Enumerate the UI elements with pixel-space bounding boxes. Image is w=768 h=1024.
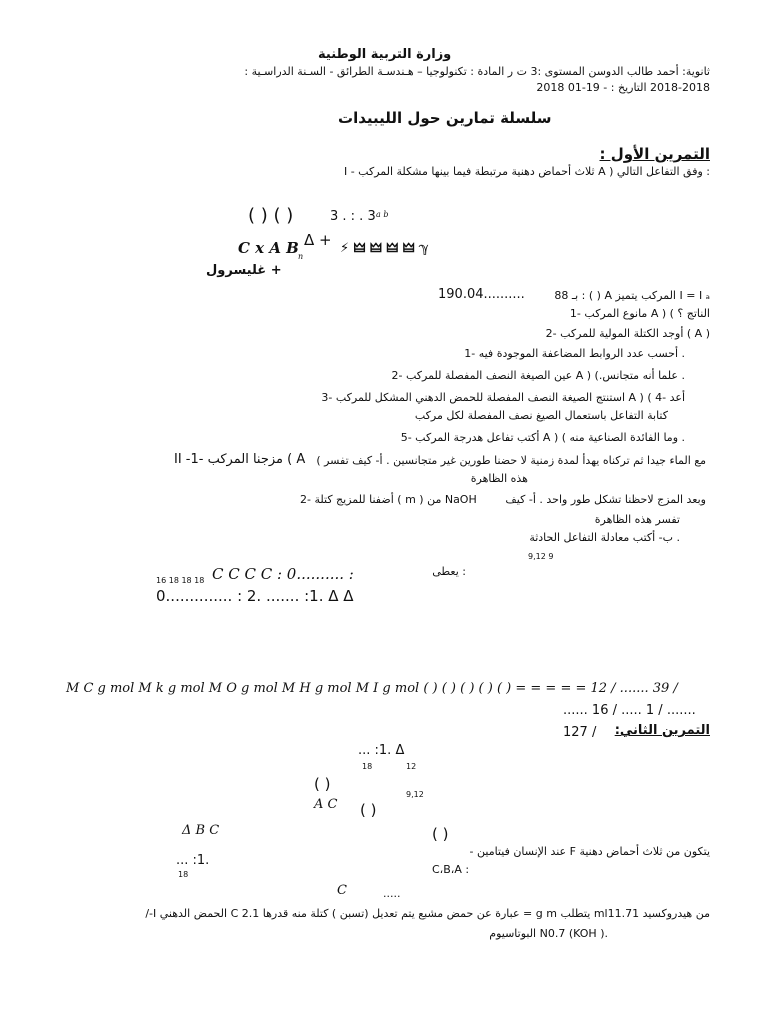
exercise1-intro: : وفق التفاعل التالي ( A ثلاث أحماض دهنية مرتبطة فيما بينها مشكلة المركب - I [343, 165, 710, 178]
equation-dots: 3 . : . 3 [330, 209, 376, 224]
q11-left: 2- أضفنا للمزيج كتلة ( m ) من NaOH [300, 493, 477, 506]
equation-cxab: C x A B [238, 239, 299, 257]
given-carbon-line: C C C C : 0.......... : [212, 565, 354, 583]
given-label: : يعطى [432, 565, 466, 578]
q12-line: تفسر هذه الظاهرة [594, 513, 680, 526]
q3-line: ( A ) أوجد الكتلة المولية للمركب -2 [545, 327, 710, 340]
ex2-last-line2: .( KOH) N0.7 البوتاسيوم [489, 927, 608, 940]
equation-parens: ( ) ( ) [248, 205, 294, 226]
q5-line: . علما أنه متجانس.) ( A عين الصيغة النصف المفصلة للمركب -2 [391, 369, 685, 382]
given-carbon-subscripts: 16 18 18 18 [156, 576, 205, 585]
q4-line: . أحسب عدد الروابط المضاعفة الموجودة فيه -1 [464, 347, 685, 360]
exercise2-heading: التمرين الثاني: [614, 723, 710, 738]
ex2-dots: ..... [383, 887, 401, 900]
exercise1-heading: التمرين الأول : [599, 145, 710, 163]
q10-line: هذه الظاهرة [470, 472, 528, 485]
ex2-formula1-sub12: 12 [406, 762, 417, 771]
ex2-formula1-sub18: 18 [362, 762, 373, 771]
q6-line: أعد -4 ) ( A استنتج الصيغة النصف المفصلة للحمض الدهني المشكل للمركب -3 [321, 391, 685, 404]
equation-superscript: a b [376, 210, 389, 219]
q1-value: 190.04.......... [438, 287, 525, 302]
ex2-parens-c: ( ) [432, 825, 449, 843]
glycerol-label: غليسرول + [206, 263, 282, 278]
q11-right: وبعد المزج لاحظنا تشكل طور واحد . أ- كيف [505, 493, 706, 506]
q7-line: كتابة التفاعل باستعمال الصيغ نصف المفصلة لكل مركب [414, 409, 668, 422]
ex2-parens-b: ( ) [360, 801, 377, 819]
equation-delta: Δ + [304, 231, 332, 249]
document-title: سلسلة تمارين حول الليبيدات [338, 109, 552, 127]
school-info-line: ثانوية: أحمد طالب الدوسن المستوى :3 ت ر المادة : تكنولوجيا – هـندسـة الطرائق - السـنة الدراسـية : [244, 65, 710, 78]
ex2-c: C [337, 883, 347, 898]
ex2-cba: C،B،A : [432, 863, 470, 876]
given-numbers: 9,12 9 [528, 552, 554, 561]
q1-line: I = I ₐ المركب يتميز A ( ) : بـ 88 [554, 289, 710, 302]
q9-right: مع الماء جيدا ثم تركناه يهدأ لمدة زمنية لا حضنا طورين غير متجانسين . أ- كيف تفسر ) [316, 454, 706, 467]
equation-garbled-glyphs: ⚡ 🜲 🜲 🜲 🜲 ℽ [340, 241, 429, 256]
molar-masses-line2: ...... 16 / ..... 1 / ....... [563, 703, 696, 718]
ex2-ac: A C [314, 797, 338, 812]
ex2-formula4: ... :1. [176, 853, 210, 868]
q8-line: . وما الفائدة الصناعية منه ) ( A أكتب تفاعل هدرجة المركب -5 [400, 431, 685, 444]
ministry-title: وزارة التربية الوطنية [318, 47, 452, 62]
ex2-parens-a: ( ) [314, 775, 331, 793]
molar-masses-line: M C g mol M k g mol M O g mol M H g mol M I g mol ( ) ( ) ( ) ( ) ( ) = = = = = 12 / ....... 39 / [66, 681, 678, 696]
equation-subscript-n: n [298, 252, 304, 261]
ex2-number-912: 9,12 [406, 790, 424, 799]
ex2-formula4-sub: 18 [178, 870, 189, 879]
ex2-vitamin-line: يتكون من ثلاث أحماض دهنية F عند الإنسان فيتامين - [469, 845, 710, 858]
q13-line: . ب- أكتب معادلة التفاعل الحادثة [529, 531, 680, 544]
q9-left: II -1- مزجنا المركب ( A [174, 452, 306, 467]
given-bottom-line: 0.............. : 2. ....... :1. Δ Δ [156, 587, 354, 605]
ex2-formula1: ... :1. Δ [358, 743, 405, 758]
molar-masses-line3: 127 / [563, 725, 597, 740]
ex2-last-line: من هيدروكسيد ml11.71 يتطلب g m = عبارة عن حمض مشبع يتم تعديل (تسبن ) كتلة منه قدرها C 2.1 الحمض الدهني I-/ [145, 907, 710, 920]
q2-line: الناتج ؟ ) ( A مانوع المركب -1 [569, 307, 710, 320]
ex2-delta-bc: Δ B C [182, 823, 220, 838]
date-line: 2018-2018 التاريخ : - 19-01 2018 [536, 81, 710, 94]
